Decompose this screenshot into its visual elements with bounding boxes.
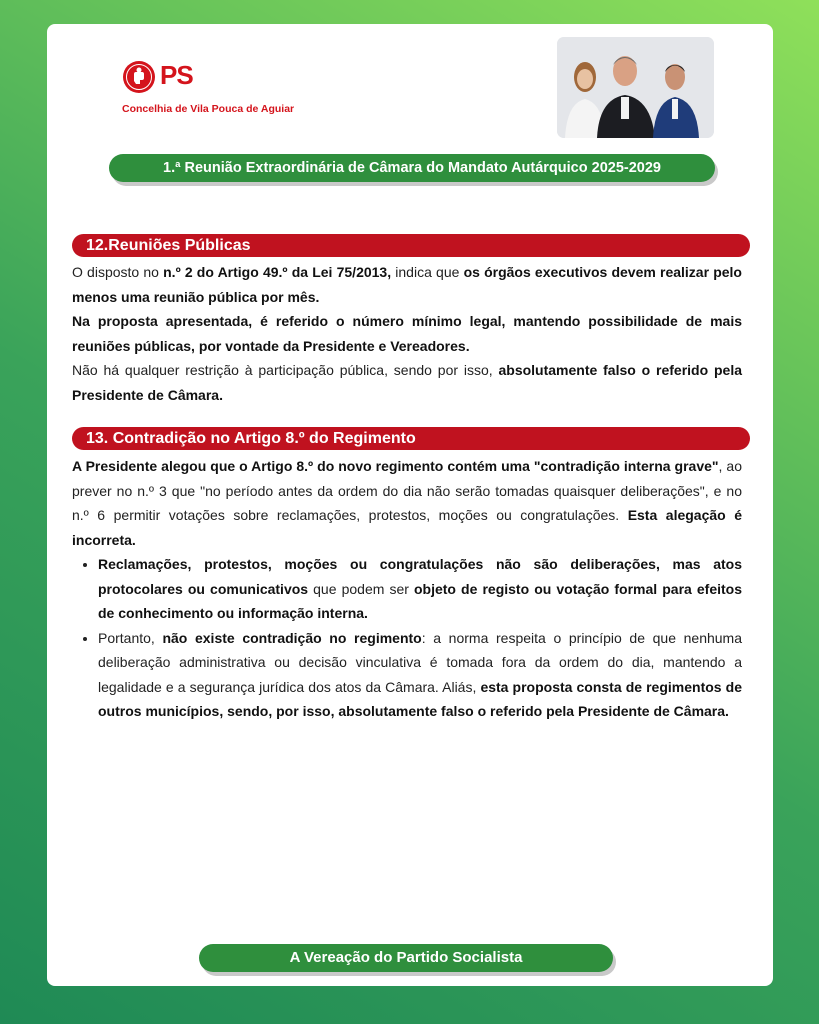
signature-banner: A Vereação do Partido Socialista [199, 944, 613, 972]
bold-text-run: esta proposta consta de regimentos de outros municípios, sendo, por isso, absolutamente falso o referido pela Presidente de Câmara. [98, 678, 742, 719]
text-run: Portanto, [98, 629, 163, 646]
section-12-body [72, 260, 742, 407]
bold-text-run: Esta alegação é incorreta. [72, 507, 743, 548]
text-run: que podem ser [308, 580, 414, 597]
bold-text-run: A Presidente alegou que o Artigo 8.º do novo regimento contém uma "contradição interna grave" [72, 458, 719, 474]
section-12-paragraph [72, 358, 742, 407]
bold-text-run: objeto de registo ou votação formal para efeitos de conhecimento ou informação interna. [98, 580, 742, 621]
section-12-paragraph [72, 260, 742, 309]
document-card [47, 24, 773, 986]
section-13-body [72, 454, 742, 724]
section-12-paragraph [72, 309, 742, 358]
bold-text-run: Reclamações, protestos, moções ou congratulações não são deliberações, mas atos protocolares ou comunicativos [98, 556, 742, 597]
section-13-paragraph [72, 454, 742, 552]
meeting-title-banner: 1.ª Reunião Extraordinária de Câmara do Mandato Autárquico 2025-2029 [109, 154, 715, 182]
text-run: : a norma respeita o princípio de que nenhuma deliberação administrativa ou decisão vinculativa é tomada fora da ordem do dia, mantendo a legalidade e a segurança jurídica dos atos da Câmara. Aliás, [98, 629, 743, 695]
text-run: , ao prever no n.º 3 que "no período antes da ordem do dia não serão tomadas quaisquer deliberações", e no n.º 6 permitir votações sobre reclamações, protestos, moções ou congratulações. [72, 458, 742, 523]
bold-text-run: absolutamente falso o referido pela Presidente de Câmara. [72, 362, 742, 403]
bold-text-run: n.º 2 do Artigo 49.º da Lei 75/2013, [163, 264, 392, 280]
bold-text-run: os órgãos executivos devem realizar pelo menos uma reunião pública por mês. [72, 264, 742, 305]
text-run: indica que [391, 264, 464, 280]
fist-rose-seal-icon [122, 60, 156, 94]
concelhia-subtitle: Concelhia de Vila Pouca de Aguiar [122, 103, 295, 115]
councillors-photo [557, 37, 714, 138]
bold-text-run: Na proposta apresentada, é referido o número mínimo legal, mantendo possibilidade de mais reuniões públicas, por vontade da Presidente e Vereadores. [72, 313, 742, 354]
logo-ps-text: PS [160, 60, 193, 90]
section-13-bullet-list [72, 552, 742, 724]
ps-logo [122, 56, 322, 116]
bullet-item [98, 626, 742, 724]
section-13-heading: 13. Contradição no Artigo 8.º do Regimento [72, 427, 750, 450]
text-run: O disposto no [72, 264, 164, 280]
section-12-heading: 12.Reuniões Públicas [72, 234, 750, 257]
bold-text-run: não existe contradição no regimento [162, 629, 422, 646]
text-run: Não há qualquer restrição à participação pública, sendo por isso, [72, 362, 499, 378]
bullet-item [98, 552, 742, 626]
